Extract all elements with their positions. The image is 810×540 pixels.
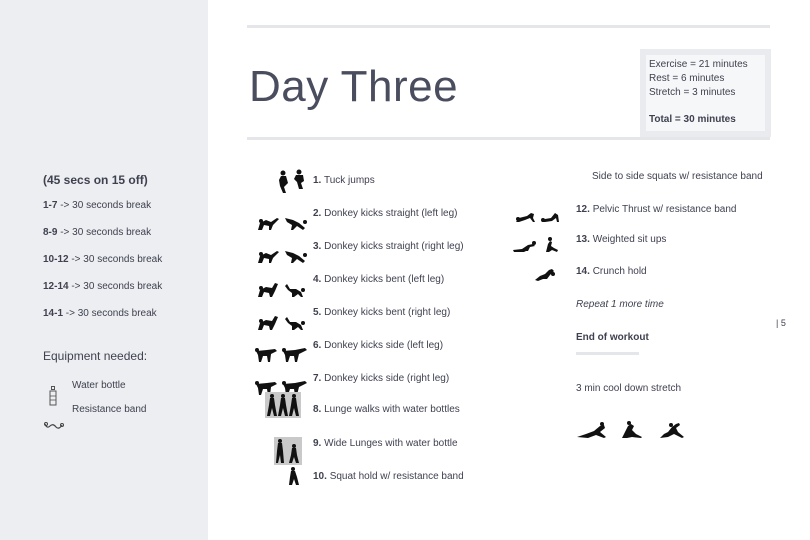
exercise-12 [576,204,736,215]
schedule-row [43,308,157,319]
exercise-number: 10. [313,471,327,482]
repeat-note: Repeat 1 more time [576,299,664,310]
schedule-range: 12-14 [43,281,69,292]
end-of-workout-label: End of workout [576,332,649,343]
cooldown-stretch-figures [576,420,688,440]
schedule-range: 8-9 [43,227,58,238]
top-divider [247,25,770,28]
lunge-walks-figure [265,392,301,418]
exercise-13 [576,234,666,245]
exercise-name: Tuck jumps [323,175,375,186]
resistance-band-icon [44,418,64,428]
donkey-kick-bent-right-figure [257,314,309,332]
exercise-name: Squat hold w/ resistance band [329,471,464,482]
summary-rest: Rest = 6 minutes [649,73,725,84]
schedule-text: -> 30 seconds break [57,227,152,238]
donkey-kick-straight-left-figure [257,214,309,232]
exercise-8 [313,404,460,415]
crunch-hold-figure [533,266,557,282]
schedule-range: 14-1 [43,308,64,319]
exercise-5 [313,307,450,318]
exercise-name: Pelvic Thrust w/ resistance band [592,204,737,215]
exercise-name: Lunge walks with water bottles [324,404,460,415]
exercise-name: Crunch hold [592,266,647,277]
exercise-number: 1. [313,175,322,186]
summary-total: Total = 30 minutes [649,114,736,125]
title-divider [247,137,770,140]
exercise-name: Weighted sit ups [592,234,667,245]
equipment-item-water-bottle: Water bottle [72,380,126,391]
exercise-number: 14. [576,266,590,277]
exercise-number: 9. [313,438,322,449]
page-title: Day Three [249,62,459,111]
interval-heading: (45 secs on 15 off) [43,173,148,187]
schedule-text: -> 30 seconds break [68,254,163,265]
exercise-number: 7. [313,373,322,384]
donkey-kick-side-left-figure [255,346,309,364]
equipment-heading: Equipment needed: [43,349,148,363]
exercise-name: Donkey kicks straight (right leg) [324,241,464,252]
exercise-11: Side to side squats w/ resistance band [592,171,763,182]
sidebar [0,0,208,540]
exercise-14 [576,266,647,277]
exercise-4 [313,274,444,285]
equipment-item-resistance-band [60,404,180,415]
exercise-name: Donkey kicks side (left leg) [324,340,444,351]
exercise-number: 6. [313,340,322,351]
exercise-name: Donkey kicks side (right leg) [324,373,450,384]
exercise-name: Donkey kicks bent (right leg) [324,307,451,318]
exercise-number: 12. [576,204,590,215]
schedule-range: 10-12 [43,254,69,265]
tuck-jumps-figure [277,169,307,195]
schedule-row [43,200,151,211]
exercise-number: 13. [576,234,590,245]
schedule-row [43,281,162,292]
schedule-text: -> 30 seconds break [68,281,163,292]
exercise-number: 4. [313,274,322,285]
exercise-number: 5. [313,307,322,318]
donkey-kick-straight-right-figure [257,247,309,265]
schedule-row [43,227,151,238]
exercise-1 [313,175,375,186]
exercise-9 [313,438,458,449]
schedule-range: 1-7 [43,200,58,211]
equipment-label: Resistance band [72,404,147,415]
schedule-row [43,254,162,265]
water-bottle-icon [48,386,58,406]
exercise-number: 3. [313,241,322,252]
exercise-name: Donkey kicks straight (left leg) [324,208,458,219]
wide-lunges-figure [274,437,302,487]
exercise-6 [313,340,443,351]
exercise-name: Donkey kicks bent (left leg) [324,274,445,285]
donkey-kick-bent-left-figure [257,281,309,299]
summary-stretch: Stretch = 3 minutes [649,87,736,98]
cooldown-label: 3 min cool down stretch [576,383,682,394]
schedule-text: -> 30 seconds break [63,308,157,319]
end-divider [576,352,639,355]
exercise-10 [313,471,464,482]
page-number: | 5 [776,318,786,328]
pelvic-thrust-figure [515,208,563,224]
weighted-sit-ups-figure [512,236,560,254]
exercise-number: 8. [313,404,322,415]
schedule-text: -> 30 seconds break [57,200,152,211]
exercise-3 [313,241,464,252]
summary-exercise: Exercise = 21 minutes [649,59,748,70]
exercise-number: 2. [313,208,322,219]
exercise-2 [313,208,458,219]
exercise-name: Wide Lunges with water bottle [324,438,458,449]
exercise-7 [313,373,449,384]
